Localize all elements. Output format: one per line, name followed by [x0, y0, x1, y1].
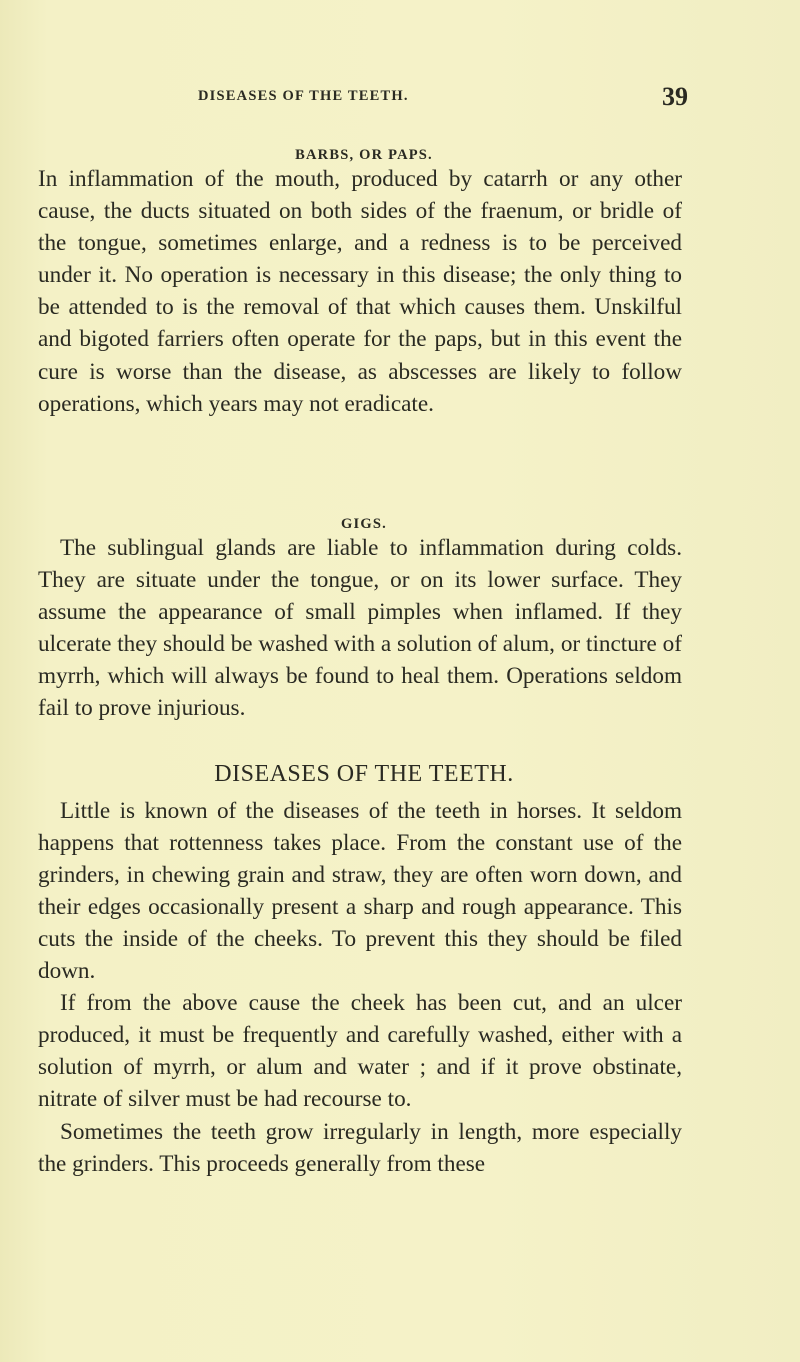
paragraph-barbs: In inflammation of the mouth, produced by catarrh or any other cause, the ducts situated on both sides of the fraenum, or bridle of the tongue, sometimes enlarge, and a redness is to be perceived under it. No operation is necessary in this disease; the only thing to be attended to is the removal of that which causes them. Unskilful and bigoted farriers often operate for the paps, but in this event the cure is worse than the disease, as abscesses are likely to follow operations, which years may not eradicate.: [38, 166, 682, 417]
heading-barbs-or-paps: BARBS, OR PAPS.: [295, 147, 433, 163]
running-head: [198, 82, 688, 112]
heading-gigs: GIGS.: [341, 516, 387, 532]
paragraph-gigs: The sublingual glands are liable to inflammation during colds. They are situate under the tongue, or on its lower surface. They assume the appearance of small pimples when inflamed. If they ulcerate they should be washed with a solution of alum, or tincture of myrrh, which will always be found to heal them. Operations seldom fail to prove injurious.: [38, 535, 682, 722]
paragraph-teeth-2: If from the above cause the cheek has been cut, and an ulcer produced, it must be frequently and carefully washed, either with a solution of myrrh, or alum and water ; and if it prove obstinate, nitrate of silver must be had recourse to.: [38, 990, 682, 1113]
paragraph-teeth-1: Little is known of the diseases of the teeth in horses. It seldom happens that rottenness takes place. From the constant use of the grinders, in chewing grain and straw, they are often worn down, and their edges occasionally present a sharp and rough appearance. This cuts the inside of the cheeks. To prevent this they should be filed down.: [38, 798, 682, 985]
page-number: 39: [662, 82, 688, 111]
heading-diseases-of-the-teeth: DISEASES OF THE TEETH.: [214, 761, 514, 787]
paragraph-teeth-3: Sometimes the teeth grow irregularly in length, more especially the grinders. This proceeds generally from these: [38, 1119, 682, 1178]
running-title: DISEASES OF THE TEETH.: [198, 88, 409, 104]
